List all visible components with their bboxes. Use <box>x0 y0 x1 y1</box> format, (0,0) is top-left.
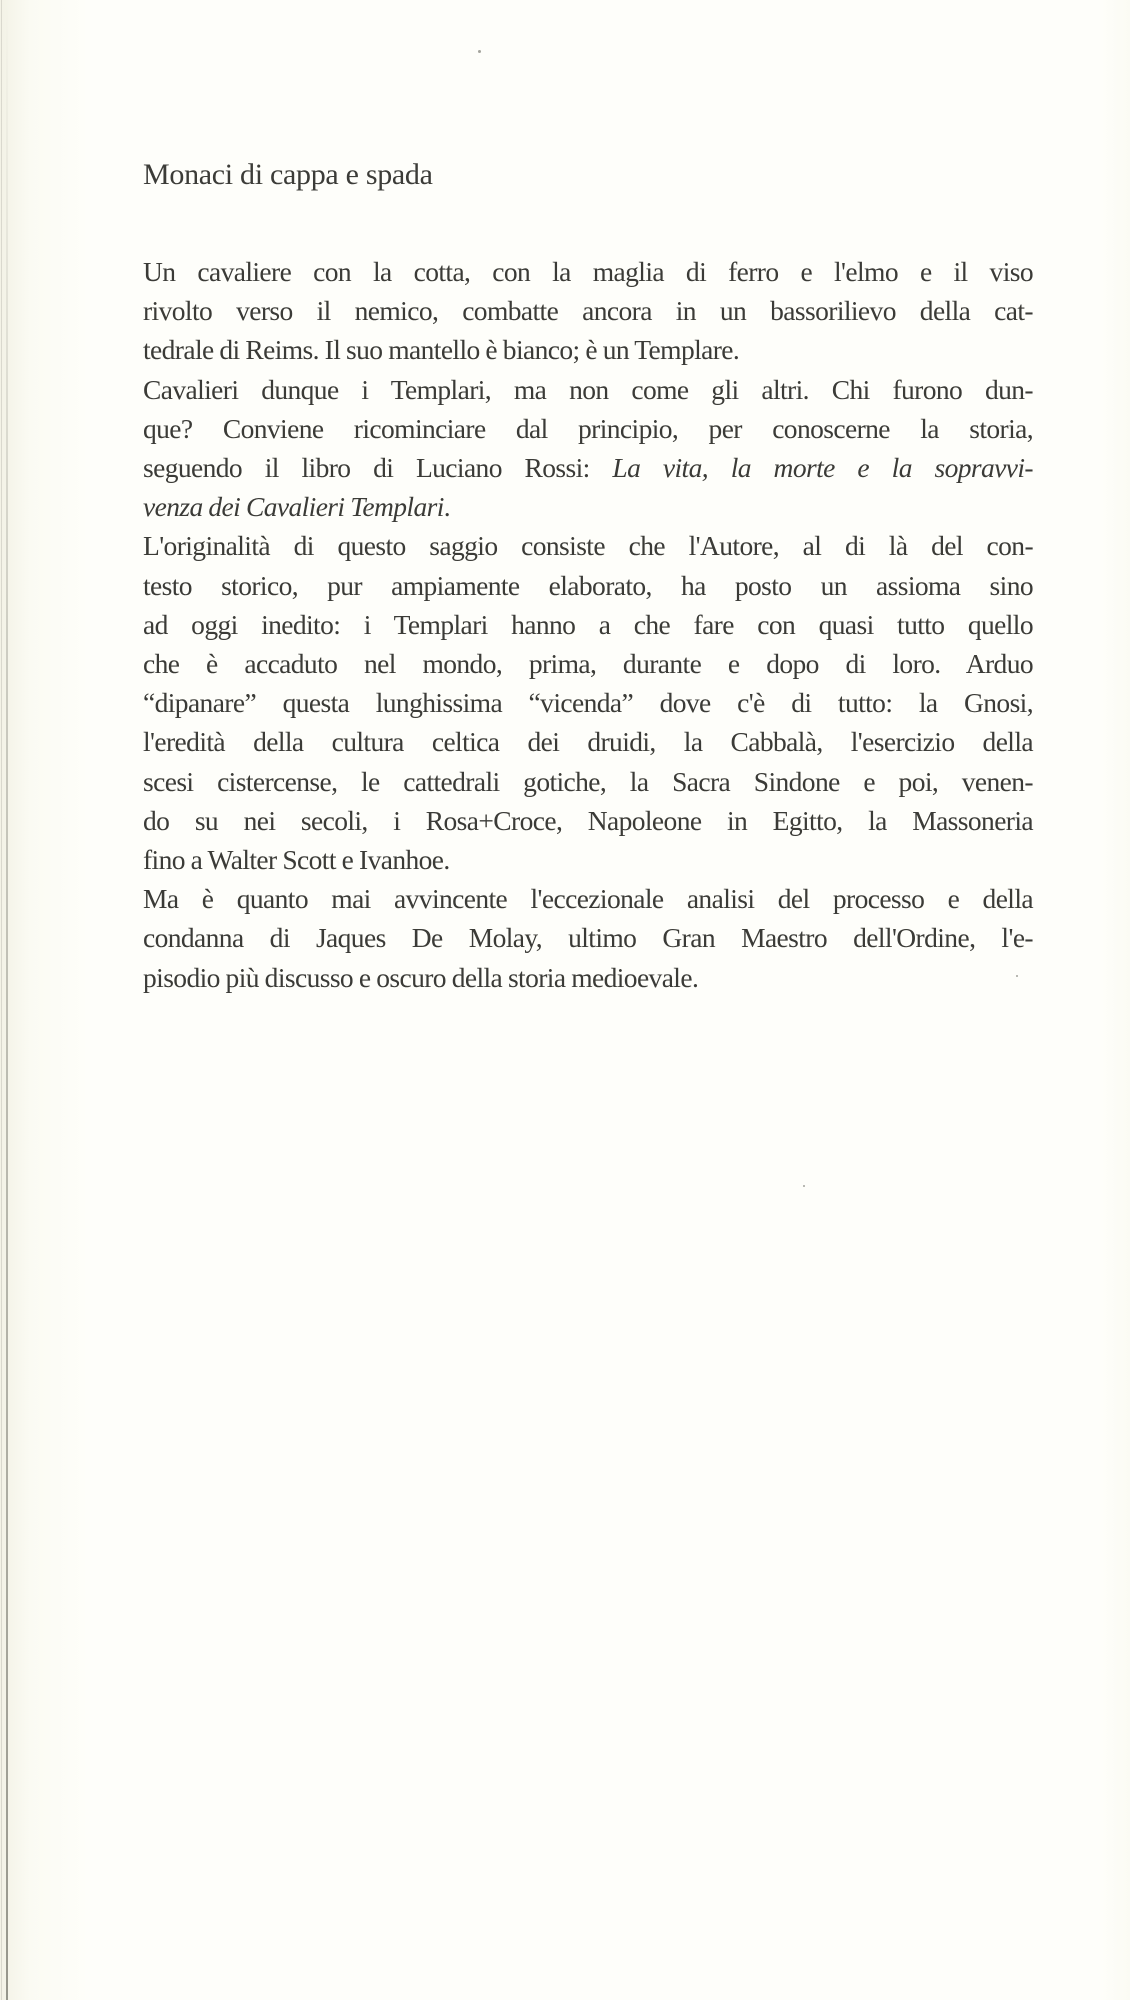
page-edge-line <box>6 0 8 2000</box>
text-plain: seguendo il libro di Luciano Rossi: <box>143 452 613 484</box>
page-edge-shadow <box>1 0 2 2000</box>
page-title: Monaci di cappa e spada <box>143 158 433 191</box>
text-line: che è accaduto nel mondo, prima, durante e dopo di loro. Arduo <box>143 648 1033 680</box>
body-text <box>143 252 1033 997</box>
text-line: rivolto verso il nemico, combatte ancora in un bassorilievo della cat- <box>143 295 1033 327</box>
text-line: “dipanare” questa lunghissima “vicenda” dove c'è di tutto: la Gnosi, <box>143 687 1033 719</box>
text-line: scesi cistercense, le cattedrali gotiche, la Sacra Sindone e poi, venen- <box>143 765 1033 797</box>
text-line: pisodio più discusso e oscuro della storia medioevale. <box>143 961 699 993</box>
text-line: Ma è quanto mai avvincente l'eccezionale analisi del processo e della <box>143 883 1033 915</box>
scan-speck <box>1016 975 1018 977</box>
book-title-italic: venza dei Cavalieri Templari <box>143 491 444 523</box>
text-line: ad oggi inedito: i Templari hanno a che fare con quasi tutto quello <box>143 608 1033 640</box>
text-line: testo storico, pur ampiamente elaborato, ha posto un assioma sino <box>143 569 1033 601</box>
text-line: do su nei secoli, i Rosa+Croce, Napoleone in Egitto, la Massoneria <box>143 804 1033 836</box>
text-line <box>143 448 1033 487</box>
text-line: que? Conviene ricominciare dal principio, per conoscerne la storia, <box>143 412 1033 444</box>
text-plain: . <box>443 491 451 523</box>
text-line: tedrale di Reims. Il suo mantello è bianco; è un Templare. <box>143 334 740 366</box>
text-line: Un cavaliere con la cotta, con la maglia di ferro e l'elmo e il viso <box>143 256 1033 287</box>
text-line: l'eredità della cultura celtica dei druidi, la Cabbalà, l'esercizio della <box>143 726 1033 758</box>
scan-speck <box>478 50 481 53</box>
text-line: L'originalità di questo saggio consiste che l'Autore, al di là del con- <box>143 530 1033 562</box>
text-line: condanna di Jaques De Molay, ultimo Gran Maestro dell'Ordine, l'e- <box>143 922 1033 954</box>
text-line <box>143 487 1033 526</box>
text-line: Cavalieri dunque i Templari, ma non come gli altri. Chi furono dun- <box>143 373 1033 405</box>
scan-speck <box>803 1185 805 1187</box>
text-line: fino a Walter Scott e Ivanhoe. <box>143 844 450 876</box>
book-title-italic: La vita, la morte e la sopravvi- <box>612 452 1033 484</box>
